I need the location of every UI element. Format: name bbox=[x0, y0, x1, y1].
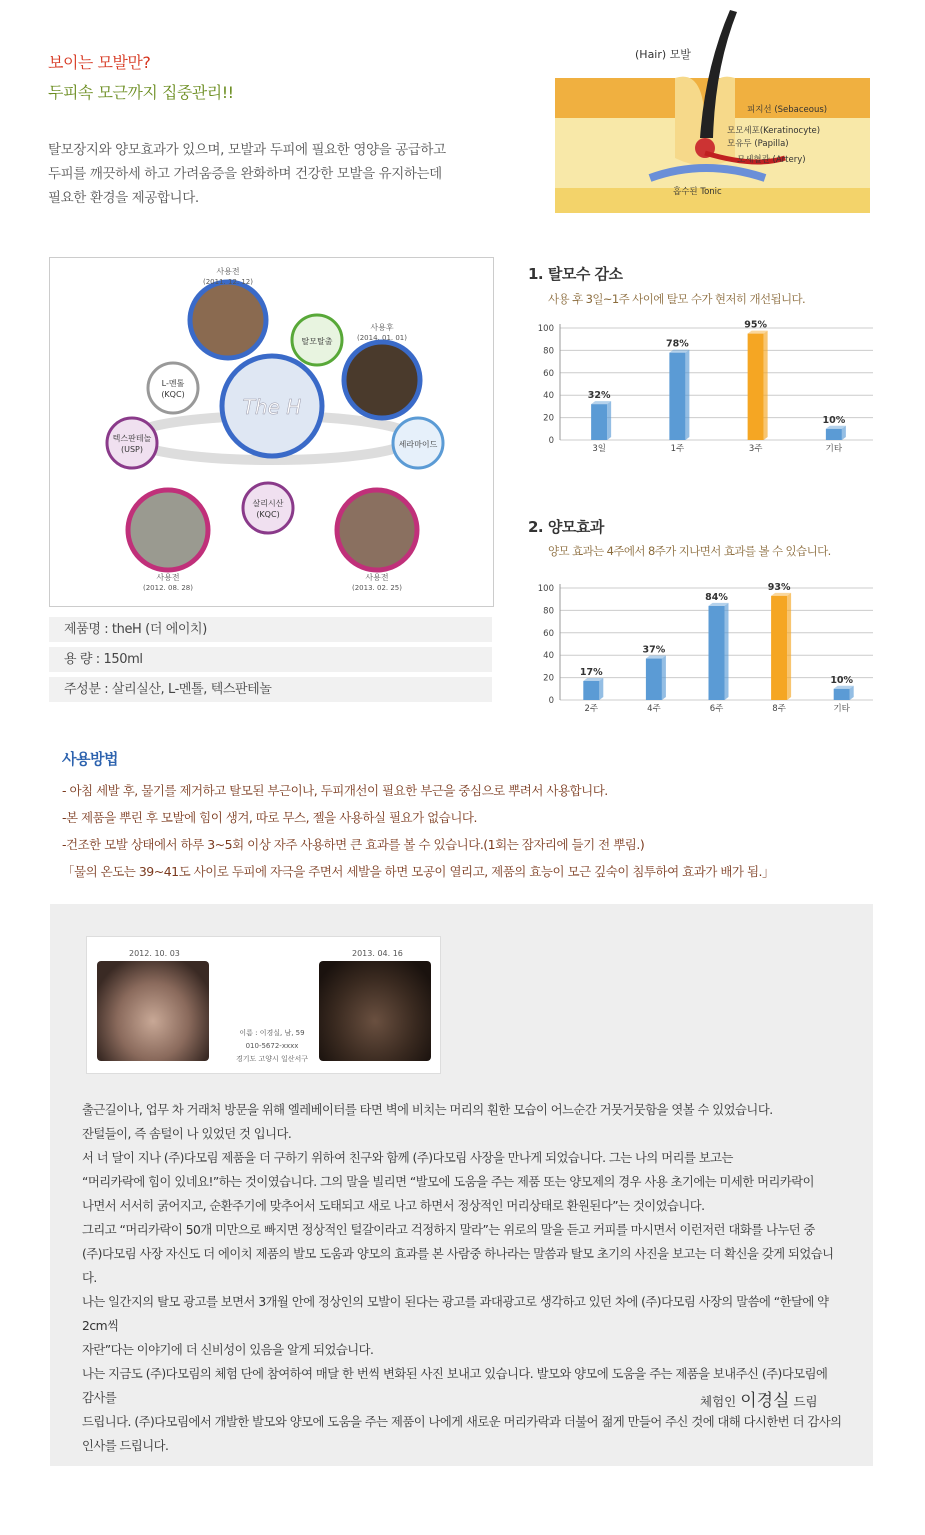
data-label: 32% bbox=[587, 390, 611, 402]
badge-panthenol bbox=[107, 418, 157, 468]
story-line: 서 너 달이 지나 (주)다모림 제품을 더 구하기 위하여 친구와 함께 (주)다모림 사장을 만나게 되었습니다. 그는 나의 머리를 보고는 bbox=[82, 1151, 733, 1165]
data-label: 84% bbox=[705, 591, 728, 603]
x-tick-label: 1주 bbox=[670, 444, 685, 454]
x-tick-label: 8주 bbox=[772, 704, 786, 714]
x-tick-label: 6주 bbox=[709, 704, 724, 714]
y-tick-label: 100 bbox=[537, 324, 554, 334]
story-line: “머리카락에 힘이 있네요!”하는 것이였습니다. 그의 말을 빌리면 “발모에 도움을 주는 제품 또는 양모제의 경우 사용 초기에는 미세한 머리카락이 bbox=[82, 1175, 814, 1189]
intro-text bbox=[48, 138, 518, 210]
badge-menthol-sub: (KQC) bbox=[161, 390, 185, 399]
bar-side bbox=[662, 656, 666, 700]
data-label: 95% bbox=[744, 319, 767, 331]
data-label: 17% bbox=[579, 666, 603, 678]
photo-before bbox=[97, 961, 209, 1061]
x-tick-label: 기타 bbox=[833, 704, 850, 714]
story-line: 출근길이나, 업무 차 거래처 방문을 위해 엘레베이터를 타면 벽에 비치는 머리의 훤한 모습이 어느순간 거뭇거뭇함을 엿볼 수 있었습니다. bbox=[82, 1103, 773, 1117]
bar-side bbox=[725, 603, 729, 700]
chart1-subtitle: 사용 후 3일~1주 사이에 탈모 수가 현저히 개선됩니다. bbox=[548, 292, 806, 306]
person-info-line: 이름 : 이경실, 남, 59 bbox=[239, 1029, 305, 1037]
photo-before-top bbox=[190, 282, 266, 358]
usage-line: -건조한 모발 상태에서 하루 3~5회 이상 자주 사용하면 큰 효과를 볼 수 있습니다.(1회는 잠자리에 들기 전 뿌림.) bbox=[62, 837, 645, 852]
story-line: 잔털들이, 즉 솜털이 나 있었던 것 입니다. bbox=[82, 1127, 292, 1141]
photo-after-bottom bbox=[337, 490, 417, 570]
bar bbox=[591, 404, 607, 440]
data-label: 78% bbox=[666, 338, 689, 350]
bar bbox=[771, 596, 787, 700]
chart1-hair-loss bbox=[528, 312, 878, 460]
intro-line: 필요한 환경을 제공합니다. bbox=[48, 190, 199, 206]
x-tick-label: 4주 bbox=[647, 704, 661, 714]
usage-title: 사용방법 bbox=[62, 750, 118, 768]
label-hair: (Hair) 모발 bbox=[635, 48, 691, 61]
badge-ceramide-label: 세라마이드 bbox=[398, 440, 438, 449]
testimonial-photo-card bbox=[86, 936, 441, 1074]
badge-hair-label: 탈모탈출 bbox=[301, 337, 333, 346]
product-ingredient-diagram bbox=[50, 258, 495, 608]
y-tick-label: 0 bbox=[548, 436, 554, 446]
badge-salicylic-label: 살리시산 bbox=[252, 499, 284, 508]
label-before2-date: (2012. 08. 28) bbox=[143, 584, 193, 592]
bar bbox=[709, 606, 725, 700]
x-tick-label: 2주 bbox=[584, 704, 599, 714]
sign-suffix: 드림 bbox=[793, 1394, 818, 1409]
x-tick-label: 3일 bbox=[592, 444, 606, 454]
story-line: 드립니다. (주)다모림에서 개발한 발모와 양모에 도움을 주는 제품이 나에게 새로운 머리카락과 더불어 젊게 만들어 주신 것에 대해 다시한번 더 감사의 bbox=[82, 1415, 842, 1429]
product-image-box bbox=[49, 257, 494, 607]
data-label: 10% bbox=[822, 414, 846, 426]
chart2-subtitle: 양모 효과는 4주에서 8주가 지나면서 효과를 볼 수 있습니다. bbox=[548, 544, 831, 558]
bar bbox=[826, 429, 842, 440]
person-info-line: 경기도 고양시 일산서구 bbox=[235, 1055, 309, 1063]
intro-line: 탈모장지와 양모효과가 있으며, 모발과 두피에 필요한 영양을 공급하고 bbox=[48, 142, 446, 158]
photo-after bbox=[319, 961, 431, 1061]
data-label: 93% bbox=[767, 581, 791, 593]
story-line: 그리고 “머리카락이 50개 미만으로 빠지면 정상적인 털갈이라고 걱정하지 말라”는 위로의 말을 듣고 커피를 마시면서 이런저런 대화를 나누던 중 bbox=[82, 1223, 815, 1237]
y-tick-label: 60 bbox=[543, 368, 554, 379]
badge-menthol bbox=[148, 363, 198, 413]
label-before1-date: (2011. 12. 12) bbox=[203, 278, 253, 286]
x-tick-label: 3주 bbox=[748, 444, 763, 454]
usage-line: 「물의 온도는 39~41도 사이로 두피에 자극을 주면서 세발을 하면 모공이 열리고, 제품의 효능이 모근 깊숙이 침투하여 효과가 배가 됨.」 bbox=[62, 864, 775, 879]
story-line: 자란”다는 이야기에 더 신비성이 있음을 알게 되었습니다. bbox=[82, 1343, 374, 1357]
intro-line: 두피를 깨끗하세 하고 가려움증을 완화하며 건강한 모발을 유지하는데 bbox=[48, 166, 442, 182]
bar bbox=[834, 689, 850, 700]
badge-menthol-label: L-멘톨 bbox=[161, 379, 185, 388]
y-tick-label: 80 bbox=[543, 346, 554, 357]
y-tick-label: 20 bbox=[543, 673, 554, 684]
y-tick-label: 100 bbox=[537, 584, 554, 594]
label-after2-date: (2013. 02. 25) bbox=[352, 584, 402, 592]
bar bbox=[669, 353, 685, 440]
photo-after-top bbox=[344, 342, 420, 418]
label-keratinocyte: 모모세포(Keratinocyte) bbox=[727, 126, 821, 136]
badge-panthenol-label: 텍스판테놀 bbox=[112, 434, 152, 443]
person-info bbox=[222, 1027, 322, 1066]
label-sebaceous: 피지선 (Sebaceous) bbox=[747, 105, 828, 115]
bar-side bbox=[787, 593, 791, 700]
label-artery: 모세혈관 (Artery) bbox=[737, 155, 806, 165]
spec-product-name: 제품명 : theH (더 에이치) bbox=[49, 617, 492, 642]
badge-salicylic-sub: (KQC) bbox=[256, 510, 280, 519]
y-tick-label: 40 bbox=[543, 651, 554, 662]
photo-before-bottom bbox=[128, 490, 208, 570]
person-info-line: 010-5672-xxxx bbox=[245, 1042, 299, 1050]
spec-ingredients: 주성분 : 살리실산, L-멘톨, 텍스판테놀 bbox=[49, 677, 492, 702]
y-tick-label: 20 bbox=[543, 413, 554, 424]
y-tick-label: 60 bbox=[543, 628, 554, 639]
label-before2: 사용전 bbox=[156, 573, 180, 582]
bar-side bbox=[607, 401, 611, 440]
badge-salicylic bbox=[243, 483, 293, 533]
usage-line: - 아침 세발 후, 물기를 제거하고 탈모된 부근이나, 두피개선이 필요한 부근을 중심으로 뿌려서 사용합니다. bbox=[62, 783, 608, 798]
y-tick-label: 40 bbox=[543, 391, 554, 402]
bar bbox=[646, 659, 662, 700]
signature bbox=[700, 1386, 818, 1411]
story-line: 나는 지금도 (주)다모림의 체험 단에 참여하여 매달 한 번씩 변화된 사진 보내고 있습니다. 발모와 양모에 도움을 주는 제품을 보내주신 (주)다모림에 감사를 bbox=[82, 1367, 828, 1405]
label-after1: 사용후 bbox=[370, 323, 394, 332]
chart2-hair-growth bbox=[528, 572, 878, 714]
bar bbox=[583, 681, 599, 700]
y-tick-label: 0 bbox=[548, 696, 554, 706]
badge-panthenol-sub: (USP) bbox=[121, 445, 143, 454]
logo-text: The H bbox=[242, 395, 302, 419]
bar-side bbox=[599, 678, 603, 700]
story-line: 인사를 드립니다. bbox=[82, 1439, 169, 1453]
story-line: 나면서 서서히 굵어지고, 순환주기에 맞추어서 도태되고 새로 나고 하면서 정상적인 머리상태로 환원된다”는 것이었습니다. bbox=[82, 1199, 705, 1213]
sign-name: 이경실 bbox=[740, 1391, 790, 1411]
chart2-title: 2. 양모효과 bbox=[528, 518, 604, 536]
story-line: 나는 일간지의 탈모 광고를 보면서 3개월 안에 정상인의 모발이 된다는 광고를 과대광고로 생각하고 있던 차에 (주)다모림 사장의 말씀에 “한달에 약 2cm씩 bbox=[82, 1295, 829, 1333]
y-tick-label: 80 bbox=[543, 606, 554, 617]
label-after2: 사용전 bbox=[365, 573, 389, 582]
label-after1-date: (2014. 01. 01) bbox=[357, 334, 407, 342]
sign-prefix: 체험인 bbox=[700, 1394, 737, 1409]
headline-scalp-care: 두피속 모근까지 집중관리!! bbox=[48, 83, 234, 102]
bar-side bbox=[685, 350, 689, 440]
data-label: 37% bbox=[642, 644, 666, 656]
data-label: 10% bbox=[830, 674, 854, 686]
date-after: 2013. 04. 16 bbox=[352, 949, 403, 958]
label-papilla: 모유두 (Papilla) bbox=[727, 139, 789, 149]
date-before: 2012. 10. 03 bbox=[129, 949, 180, 958]
label-tonic: 흡수된 Tonic bbox=[673, 187, 722, 197]
label-before1: 사용전 bbox=[216, 267, 240, 276]
bar-side bbox=[764, 331, 768, 440]
headline-question: 보이는 모발만? bbox=[48, 53, 151, 72]
story-line: (주)다모림 사장 자신도 더 에이치 제품의 발모 도움과 양모의 효과를 본 사람중 하나라는 말씀과 탈모 초기의 사진을 보고는 더 확신을 갖게 되었습니다. bbox=[82, 1247, 834, 1285]
spec-volume: 용 량 : 150ml bbox=[49, 647, 492, 672]
usage-line: -본 제품을 뿌린 후 모발에 힘이 생겨, 따로 무스, 젤을 사용하실 필요가 없습니다. bbox=[62, 810, 477, 825]
chart1-title: 1. 탈모수 감소 bbox=[528, 265, 623, 283]
bar bbox=[748, 334, 764, 440]
x-tick-label: 기타 bbox=[825, 444, 843, 454]
scalp-diagram bbox=[555, 8, 870, 213]
